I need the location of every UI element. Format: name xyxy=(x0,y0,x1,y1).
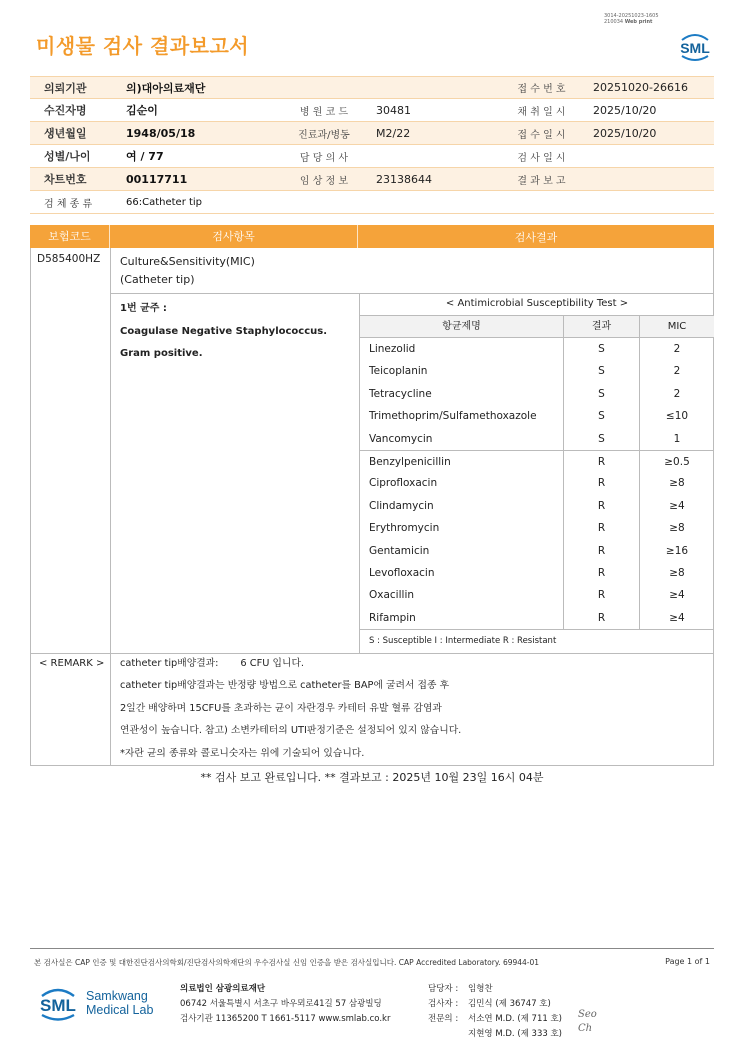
signature2: Ch xyxy=(578,1023,593,1034)
remark-line1b: 6 CFU 입니다. xyxy=(240,658,305,669)
organism-block xyxy=(120,298,327,366)
ast-row xyxy=(360,338,714,360)
signature1: Seo xyxy=(578,1009,597,1020)
ast-table xyxy=(359,293,714,653)
chart-no-label: 차트번호 xyxy=(44,173,87,186)
ast-col-agent: 항균제명 xyxy=(360,316,564,337)
patient-label: 수진자명 xyxy=(44,104,87,117)
test-item-line2: (Catheter tip) xyxy=(120,273,195,286)
print-stamp-line1: 3014-20251023-1605 xyxy=(604,13,659,19)
ast-mic: 2 xyxy=(673,387,681,400)
org-contact: 검사기관 11365200 T 1661-5117 www.smlab.co.kr xyxy=(180,1014,391,1024)
ast-agent: Ciprofloxacin xyxy=(360,472,564,494)
ast-agent: Linezolid xyxy=(360,338,564,360)
test-date-label: 검 사 일 시 xyxy=(517,152,566,164)
footer-logo xyxy=(36,982,153,1024)
staff-info xyxy=(428,982,562,1042)
manager-value: 임형찬 xyxy=(468,984,493,994)
ast-col-result: 결과 xyxy=(564,316,640,337)
dob-value: 1948/05/18 xyxy=(126,126,196,140)
remark-line5: *자란 균의 종류와 콜로니숫자는 위에 기술되어 있습니다. xyxy=(120,747,365,759)
specialist2-value: 지현영 M.D. (제 333 호) xyxy=(468,1029,563,1039)
ast-result: S xyxy=(564,428,640,450)
ast-col-mic: MIC xyxy=(667,321,687,332)
sex-age-value: 여 / 77 xyxy=(126,150,164,163)
results-header-item: 검사항목 xyxy=(110,225,358,248)
sml-logo xyxy=(676,28,714,68)
page-title: 미생물 검사 결과보고서 xyxy=(36,34,250,58)
ast-agent: Trimethoprim/Sulfamethoxazole xyxy=(360,405,564,427)
organism-label: 1번 균주 : xyxy=(120,303,167,314)
info-row xyxy=(30,191,714,214)
receipt-no-label: 접 수 번 호 xyxy=(517,84,566,95)
print-stamp xyxy=(604,13,659,25)
ast-mic: 2 xyxy=(673,365,681,378)
examiner-label: 검사자 : xyxy=(428,999,459,1009)
dob-label: 생년월일 xyxy=(44,127,87,140)
ast-agent: Levofloxacin xyxy=(360,562,564,584)
ast-mic: ≥4 xyxy=(669,611,685,624)
sex-age-label: 성별/나이 xyxy=(44,150,91,163)
ast-agent: Benzylpenicillin xyxy=(360,451,564,472)
test-item xyxy=(120,253,255,289)
ast-agent: Oxacillin xyxy=(360,584,564,606)
ast-agent: Tetracycline xyxy=(360,383,564,405)
ast-result: R xyxy=(564,495,640,517)
specimen-value: 66:Catheter tip xyxy=(126,196,203,208)
specimen-label: 검 체 종 류 xyxy=(44,198,93,210)
sml-logo-text: SML xyxy=(680,40,710,56)
info-row xyxy=(30,168,714,191)
patient-info-table xyxy=(30,76,714,214)
ast-row xyxy=(360,562,714,584)
ast-mic: ≥8 xyxy=(669,566,685,579)
ast-result: R xyxy=(564,540,640,562)
ast-row xyxy=(360,584,714,606)
ast-mic: 2 xyxy=(673,343,681,355)
info-row xyxy=(30,76,714,99)
insurance-code: D585400HZ xyxy=(37,253,101,265)
ast-result: R xyxy=(564,607,640,629)
ast-mic: ≥8 xyxy=(669,522,685,535)
ast-result: R xyxy=(564,517,640,539)
info-row xyxy=(30,122,714,145)
doctor-label: 담 당 의 사 xyxy=(299,152,349,164)
page-number: Page 1 of 1 xyxy=(665,957,710,966)
results-header-result: 검사결과 xyxy=(514,230,558,244)
ast-mic: ≥4 xyxy=(669,499,685,512)
ast-result: R xyxy=(564,584,640,606)
logo-line2: Medical Lab xyxy=(86,1003,154,1017)
receipt-date-value: 2025/10/20 xyxy=(593,126,657,140)
dept-label: 진료과/병동 xyxy=(298,129,350,141)
sml-footer-logo-text: SML xyxy=(40,996,76,1015)
patient-value: 김순이 xyxy=(126,104,158,117)
ast-row xyxy=(360,607,714,629)
signature xyxy=(578,1008,597,1036)
ast-legend: S : Susceptible I : Intermediate R : Resistant xyxy=(360,629,714,651)
results-body xyxy=(30,248,714,766)
hospital-code-label: 병 원 코 드 xyxy=(299,106,349,118)
specialist1-value: 서소연 M.D. (제 711 호) xyxy=(468,1014,563,1024)
examiner-value: 김민식 (제 36747 호) xyxy=(468,999,551,1009)
remark-line4: 연관성이 높습니다. 참고) 소변카테터의 UTI판정기준은 설정되어 있지 않습니다. xyxy=(120,725,462,737)
sml-footer-logo-icon xyxy=(36,982,80,1024)
ast-row xyxy=(360,540,714,562)
ast-result: R xyxy=(564,451,640,472)
manager-label: 담당자 : xyxy=(428,984,459,994)
requesting-org-value: 의)대아의료재단 xyxy=(126,81,206,95)
remark-label: < REMARK > xyxy=(39,658,105,669)
ast-row xyxy=(360,405,714,427)
ast-agent: Clindamycin xyxy=(360,495,564,517)
ast-result: S xyxy=(564,338,640,360)
ast-mic: ≥0.5 xyxy=(664,455,690,468)
ast-agent: Gentamicin xyxy=(360,540,564,562)
ast-agent: Erythromycin xyxy=(360,517,564,539)
clinical-info-value: 23138644 xyxy=(376,172,432,186)
organism-name: Coagulase Negative Staphylococcus. xyxy=(120,325,328,337)
org-address: 06742 서울특별시 서초구 바우뫼로41길 57 삼광빌딩 xyxy=(180,999,382,1009)
remark-line2: catheter tip배양결과는 반정량 방법으로 catheter를 BAP에 굴려서 접종 후 xyxy=(120,680,450,692)
print-stamp-label: Web print xyxy=(624,19,653,25)
clinical-info-label: 임 상 정 보 xyxy=(299,175,349,187)
report-label: 결 과 보 고 xyxy=(517,175,566,187)
receipt-no-value: 20251020-26616 xyxy=(593,81,688,94)
ast-agent: Teicoplanin xyxy=(360,360,564,382)
collect-date-label: 채 취 일 시 xyxy=(517,106,566,118)
remark-line1a: catheter tip배양결과: xyxy=(120,658,219,669)
remark-text xyxy=(120,653,461,765)
ast-result: S xyxy=(564,405,640,427)
ast-result: S xyxy=(564,383,640,405)
ast-result: R xyxy=(564,472,640,494)
dept-value: M2/22 xyxy=(376,126,411,140)
ast-row xyxy=(360,360,714,382)
requesting-org-label: 의뢰기관 xyxy=(44,81,87,95)
completion-notice: ** 검사 보고 완료입니다. ** 결과보고 : 2025년 10월 23일 16시 04분 xyxy=(200,771,544,784)
test-item-line1: Culture&Sensitivity(MIC) xyxy=(120,255,255,268)
ast-agent: Rifampin xyxy=(360,607,564,629)
ast-result: R xyxy=(564,562,640,584)
receipt-date-label: 접 수 일 시 xyxy=(517,129,566,141)
ast-mic: ≥16 xyxy=(665,544,689,557)
gram-stain: Gram positive. xyxy=(120,348,203,359)
ast-column-header xyxy=(360,316,714,338)
certification-note: 본 검사실은 CAP 인증 및 대한진단검사의학회/진단검사의학재단의 우수검사실 신임 인증을 받은 검사실입니다. CAP Accredited Laboratory. 69944-01 xyxy=(34,958,540,967)
info-row xyxy=(30,99,714,122)
ast-mic: 1 xyxy=(673,432,681,445)
ast-row xyxy=(360,495,714,517)
ast-row xyxy=(360,383,714,405)
results-header xyxy=(30,225,714,248)
ast-row xyxy=(360,472,714,494)
collect-date-value: 2025/10/20 xyxy=(593,103,657,117)
ast-row xyxy=(360,517,714,539)
ast-row xyxy=(360,428,714,450)
ast-result: S xyxy=(564,360,640,382)
org-info xyxy=(180,982,390,1027)
ast-mic: ≤10 xyxy=(665,410,689,423)
hospital-code-value: 30481 xyxy=(376,103,411,117)
logo-line1: Samkwang xyxy=(86,989,148,1003)
chart-no-value: 00117711 xyxy=(126,172,188,186)
ast-mic: ≥8 xyxy=(669,477,685,490)
ast-row xyxy=(360,450,714,472)
specialist-label: 전문의 : xyxy=(428,1014,459,1024)
results-header-code: 보험코드 xyxy=(30,225,110,248)
remark-line3: 2일간 배양하며 15CFU를 초과하는 균이 자란경우 카테터 유발 혈류 감염과 xyxy=(120,702,442,714)
org-name: 의료법인 삼광의료재단 xyxy=(180,984,266,994)
ast-agent: Vancomycin xyxy=(360,428,564,450)
ast-title: < Antimicrobial Susceptibility Test > xyxy=(360,293,714,316)
info-row xyxy=(30,145,714,168)
ast-mic: ≥4 xyxy=(669,589,685,602)
print-stamp-code: 210034 xyxy=(604,19,624,25)
